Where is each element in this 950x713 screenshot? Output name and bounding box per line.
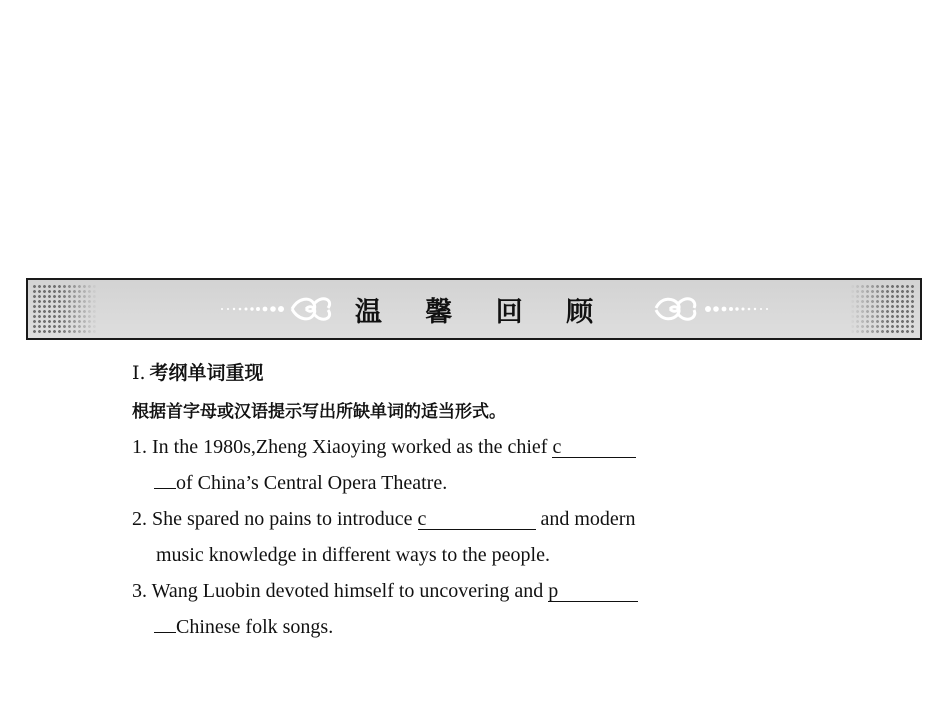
answer-blank-continuation[interactable] [154, 632, 176, 633]
question-number: 3. [132, 580, 147, 602]
dot-pattern-right [850, 284, 916, 334]
question-text-continued: of China’s Central Opera Theatre. [176, 472, 448, 494]
answer-blank[interactable] [548, 581, 638, 602]
section-banner [26, 278, 922, 340]
section-title: 考纲单词重现 [149, 362, 264, 384]
answer-blank-continuation[interactable] [154, 488, 176, 489]
hint-letter: c [417, 508, 427, 530]
section-heading [132, 357, 782, 389]
question-2 [132, 501, 782, 573]
hint-letter: p [548, 580, 559, 602]
answer-blank[interactable] [418, 509, 536, 530]
hint-letter: c [552, 436, 562, 458]
answer-blank[interactable] [552, 437, 636, 458]
banner-title: 温 馨 回 顾 [354, 297, 611, 328]
question-number: 2. [132, 508, 147, 530]
question-1 [132, 429, 782, 501]
exercise-content [132, 357, 782, 645]
question-number: 1. [132, 436, 147, 458]
question-text: Wang Luobin devoted himself to uncovering and [151, 580, 544, 602]
question-3 [132, 573, 782, 645]
question-text-continued: music knowledge in different ways to the people. [156, 544, 550, 566]
section-numeral: Ⅰ. [132, 362, 146, 384]
question-text-same-line: and modern [540, 508, 636, 530]
question-text: She spared no pains to introduce [152, 508, 413, 530]
question-text: In the 1980s,Zheng Xiaoying worked as the chief [152, 436, 548, 458]
question-text-continued: Chinese folk songs. [176, 616, 334, 638]
instruction-text: 根据首字母或汉语提示写出所缺单词的适当形式。 [132, 402, 506, 422]
ornament-right-icon [648, 292, 783, 326]
